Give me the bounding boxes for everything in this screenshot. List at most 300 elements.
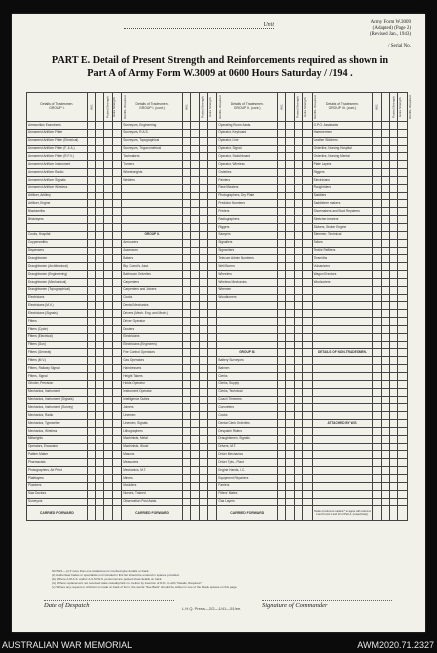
entry-cell[interactable] [381,490,389,498]
entry-cell[interactable] [191,247,199,255]
entry-cell[interactable] [199,247,207,255]
entry-cell[interactable] [398,278,408,286]
entry-cell[interactable] [96,184,104,192]
entry-cell[interactable] [112,388,121,396]
entry-cell[interactable] [278,373,286,381]
entry-cell[interactable] [207,435,216,443]
carried-forward-entry[interactable] [104,506,112,521]
entry-cell[interactable] [294,435,302,443]
entry-cell[interactable] [199,192,207,200]
entry-cell[interactable] [104,318,112,326]
entry-cell[interactable] [286,467,294,475]
entry-cell[interactable] [112,467,121,475]
entry-cell[interactable] [389,153,397,161]
entry-cell[interactable] [182,302,190,310]
entry-cell[interactable] [398,145,408,153]
entry-cell[interactable] [199,208,207,216]
entry-cell[interactable] [294,255,302,263]
entry-cell[interactable] [199,271,207,279]
entry-cell[interactable] [87,349,95,357]
entry-cell[interactable] [104,192,112,200]
entry-cell[interactable] [191,427,199,435]
entry-cell[interactable] [373,443,381,451]
entry-cell[interactable] [207,294,216,302]
entry-cell[interactable] [286,223,294,231]
entry-cell[interactable] [286,451,294,459]
entry-cell[interactable] [294,318,302,326]
entry-cell[interactable] [373,278,381,286]
entry-cell[interactable] [96,451,104,459]
entry-cell[interactable] [87,271,95,279]
entry-cell[interactable] [112,263,121,271]
entry-cell[interactable] [398,310,408,318]
entry-cell[interactable] [96,247,104,255]
entry-cell[interactable] [112,239,121,247]
entry-cell[interactable] [207,318,216,326]
entry-cell[interactable] [286,286,294,294]
entry-cell[interactable] [112,474,121,482]
entry-cell[interactable] [398,482,408,490]
entry-cell[interactable] [104,427,112,435]
entry-cell[interactable] [398,396,408,404]
entry-cell[interactable] [199,388,207,396]
entry-cell[interactable] [207,192,216,200]
entry-cell[interactable] [398,200,408,208]
entry-cell[interactable] [104,200,112,208]
entry-cell[interactable] [112,318,121,326]
entry-cell[interactable] [87,208,95,216]
entry-cell[interactable] [303,318,312,326]
entry-cell[interactable] [294,443,302,451]
entry-cell[interactable] [112,412,121,420]
entry-cell[interactable] [199,184,207,192]
entry-cell[interactable] [303,365,312,373]
entry-cell[interactable] [278,153,286,161]
entry-cell[interactable] [286,208,294,216]
entry-cell[interactable] [199,137,207,145]
entry-cell[interactable] [87,216,95,224]
entry-cell[interactable] [286,271,294,279]
entry-cell[interactable] [96,490,104,498]
entry-cell[interactable] [398,223,408,231]
entry-cell[interactable] [278,294,286,302]
entry-cell[interactable] [373,412,381,420]
entry-cell[interactable] [87,153,95,161]
entry-cell[interactable] [112,208,121,216]
entry-cell[interactable] [87,200,95,208]
entry-cell[interactable] [182,271,190,279]
entry-cell[interactable] [182,482,190,490]
entry-cell[interactable] [191,137,199,145]
entry-cell[interactable] [112,145,121,153]
entry-cell[interactable] [112,192,121,200]
entry-cell[interactable] [104,498,112,506]
entry-cell[interactable] [303,286,312,294]
entry-cell[interactable] [389,365,397,373]
entry-cell[interactable] [87,286,95,294]
entry-cell[interactable] [112,271,121,279]
entry-cell[interactable] [104,239,112,247]
entry-cell[interactable] [278,247,286,255]
entry-cell[interactable] [303,200,312,208]
entry-cell[interactable] [191,325,199,333]
entry-cell[interactable] [294,357,302,365]
entry-cell[interactable] [381,129,389,137]
entry-cell[interactable] [207,153,216,161]
entry-cell[interactable] [278,200,286,208]
entry-cell[interactable] [104,302,112,310]
entry-cell[interactable] [278,482,286,490]
entry-cell[interactable] [104,333,112,341]
entry-cell[interactable] [286,435,294,443]
entry-cell[interactable] [207,459,216,467]
entry-cell[interactable] [112,396,121,404]
entry-cell[interactable] [182,365,190,373]
entry-cell[interactable] [381,247,389,255]
entry-cell[interactable] [112,129,121,137]
entry-cell[interactable] [398,129,408,137]
entry-cell[interactable] [96,498,104,506]
entry-cell[interactable] [303,373,312,381]
entry-cell[interactable] [294,333,302,341]
entry-cell[interactable] [398,443,408,451]
entry-cell[interactable] [398,286,408,294]
entry-cell[interactable] [303,192,312,200]
entry-cell[interactable] [389,349,397,357]
entry-cell[interactable] [286,357,294,365]
entry-cell[interactable] [373,357,381,365]
entry-cell[interactable] [381,208,389,216]
entry-cell[interactable] [294,161,302,169]
entry-cell[interactable] [112,137,121,145]
entry-cell[interactable] [373,396,381,404]
entry-cell[interactable] [389,310,397,318]
entry-cell[interactable] [87,451,95,459]
entry-cell[interactable] [389,255,397,263]
entry-cell[interactable] [381,474,389,482]
entry-cell[interactable] [286,263,294,271]
entry-cell[interactable] [286,231,294,239]
entry-cell[interactable] [199,161,207,169]
entry-cell[interactable] [182,435,190,443]
entry-cell[interactable] [191,208,199,216]
entry-cell[interactable] [381,349,389,357]
carried-forward-entry[interactable] [381,506,389,521]
entry-cell[interactable] [182,490,190,498]
entry-cell[interactable] [87,278,95,286]
entry-cell[interactable] [112,255,121,263]
entry-cell[interactable] [373,310,381,318]
entry-cell[interactable] [278,420,286,428]
entry-cell[interactable] [389,294,397,302]
entry-cell[interactable] [96,349,104,357]
entry-cell[interactable] [373,325,381,333]
entry-cell[interactable] [96,286,104,294]
entry-cell[interactable] [389,380,397,388]
entry-cell[interactable] [303,435,312,443]
entry-cell[interactable] [104,286,112,294]
entry-cell[interactable] [96,145,104,153]
entry-cell[interactable] [398,122,408,130]
entry-cell[interactable] [294,498,302,506]
entry-cell[interactable] [294,474,302,482]
entry-cell[interactable] [191,255,199,263]
entry-cell[interactable] [278,216,286,224]
entry-cell[interactable] [207,467,216,475]
entry-cell[interactable] [381,184,389,192]
entry-cell[interactable] [373,286,381,294]
entry-cell[interactable] [381,451,389,459]
entry-cell[interactable] [381,443,389,451]
entry-cell[interactable] [286,490,294,498]
entry-cell[interactable] [294,200,302,208]
entry-cell[interactable] [294,396,302,404]
entry-cell[interactable] [104,420,112,428]
entry-cell[interactable] [207,341,216,349]
entry-cell[interactable] [199,490,207,498]
entry-cell[interactable] [207,357,216,365]
entry-cell[interactable] [207,208,216,216]
entry-cell[interactable] [182,474,190,482]
entry-cell[interactable] [278,278,286,286]
entry-cell[interactable] [182,255,190,263]
entry-cell[interactable] [381,404,389,412]
entry-cell[interactable] [112,365,121,373]
entry-cell[interactable] [278,490,286,498]
entry-cell[interactable] [112,184,121,192]
entry-cell[interactable] [278,176,286,184]
entry-cell[interactable] [87,294,95,302]
entry-cell[interactable] [381,145,389,153]
entry-cell[interactable] [104,247,112,255]
entry-cell[interactable] [199,239,207,247]
entry-cell[interactable] [389,482,397,490]
entry-cell[interactable] [373,161,381,169]
entry-cell[interactable] [373,404,381,412]
entry-cell[interactable] [182,263,190,271]
entry-cell[interactable] [398,161,408,169]
entry-cell[interactable] [294,129,302,137]
entry-cell[interactable] [207,482,216,490]
entry-cell[interactable] [182,443,190,451]
entry-cell[interactable] [381,231,389,239]
entry-cell[interactable] [303,341,312,349]
entry-cell[interactable] [303,169,312,177]
entry-cell[interactable] [389,231,397,239]
entry-cell[interactable] [199,427,207,435]
entry-cell[interactable] [182,310,190,318]
entry-cell[interactable] [398,365,408,373]
entry-cell[interactable] [112,380,121,388]
entry-cell[interactable] [207,278,216,286]
entry-cell[interactable] [294,412,302,420]
entry-cell[interactable] [199,294,207,302]
entry-cell[interactable] [112,286,121,294]
entry-cell[interactable] [87,357,95,365]
entry-cell[interactable] [112,341,121,349]
entry-cell[interactable] [398,153,408,161]
entry-cell[interactable] [112,404,121,412]
entry-cell[interactable] [373,271,381,279]
entry-cell[interactable] [294,404,302,412]
entry-cell[interactable] [182,239,190,247]
entry-cell[interactable] [207,161,216,169]
entry-cell[interactable] [373,467,381,475]
entry-cell[interactable] [96,129,104,137]
entry-cell[interactable] [373,341,381,349]
entry-cell[interactable] [373,169,381,177]
entry-cell[interactable] [191,404,199,412]
entry-cell[interactable] [286,373,294,381]
entry-cell[interactable] [286,380,294,388]
entry-cell[interactable] [303,255,312,263]
entry-cell[interactable] [207,223,216,231]
entry-cell[interactable] [207,231,216,239]
entry-cell[interactable] [398,474,408,482]
entry-cell[interactable] [87,310,95,318]
entry-cell[interactable] [398,184,408,192]
entry-cell[interactable] [182,467,190,475]
entry-cell[interactable] [373,208,381,216]
entry-cell[interactable] [278,349,286,357]
entry-cell[interactable] [112,482,121,490]
entry-cell[interactable] [373,255,381,263]
entry-cell[interactable] [381,255,389,263]
entry-cell[interactable] [199,223,207,231]
entry-cell[interactable] [96,216,104,224]
entry-cell[interactable] [381,122,389,130]
entry-cell[interactable] [104,255,112,263]
entry-cell[interactable] [104,349,112,357]
entry-cell[interactable] [191,302,199,310]
entry-cell[interactable] [96,474,104,482]
entry-cell[interactable] [389,161,397,169]
entry-cell[interactable] [286,341,294,349]
entry-cell[interactable] [381,278,389,286]
entry-cell[interactable] [286,278,294,286]
entry-cell[interactable] [398,239,408,247]
entry-cell[interactable] [373,373,381,381]
entry-cell[interactable] [278,333,286,341]
entry-cell[interactable] [207,216,216,224]
entry-cell[interactable] [87,380,95,388]
entry-cell[interactable] [199,467,207,475]
entry-cell[interactable] [294,286,302,294]
entry-cell[interactable] [278,498,286,506]
entry-cell[interactable] [398,490,408,498]
entry-cell[interactable] [96,153,104,161]
entry-cell[interactable] [303,404,312,412]
entry-cell[interactable] [303,443,312,451]
entry-cell[interactable] [87,396,95,404]
entry-cell[interactable] [104,325,112,333]
entry-cell[interactable] [303,216,312,224]
entry-cell[interactable] [278,286,286,294]
entry-cell[interactable] [96,388,104,396]
entry-cell[interactable] [381,176,389,184]
entry-cell[interactable] [389,169,397,177]
entry-cell[interactable] [191,223,199,231]
entry-cell[interactable] [199,325,207,333]
entry-cell[interactable] [182,357,190,365]
entry-cell[interactable] [389,420,397,428]
entry-cell[interactable] [87,122,95,130]
entry-cell[interactable] [294,388,302,396]
entry-cell[interactable] [191,365,199,373]
entry-cell[interactable] [373,239,381,247]
entry-cell[interactable] [182,451,190,459]
entry-cell[interactable] [278,380,286,388]
entry-cell[interactable] [112,459,121,467]
carried-forward-entry[interactable] [303,506,312,521]
entry-cell[interactable] [191,263,199,271]
entry-cell[interactable] [389,302,397,310]
entry-cell[interactable] [278,318,286,326]
entry-cell[interactable] [199,396,207,404]
entry-cell[interactable] [303,427,312,435]
entry-cell[interactable] [389,286,397,294]
entry-cell[interactable] [199,278,207,286]
entry-cell[interactable] [207,122,216,130]
entry-cell[interactable] [286,294,294,302]
entry-cell[interactable] [96,231,104,239]
entry-cell[interactable] [96,443,104,451]
entry-cell[interactable] [182,176,190,184]
carried-forward-entry[interactable] [286,506,294,521]
entry-cell[interactable] [199,286,207,294]
carried-forward-entry[interactable] [182,506,190,521]
entry-cell[interactable] [286,161,294,169]
entry-cell[interactable] [112,247,121,255]
entry-cell[interactable] [398,263,408,271]
entry-cell[interactable] [182,122,190,130]
entry-cell[interactable] [294,239,302,247]
entry-cell[interactable] [191,482,199,490]
entry-cell[interactable] [286,247,294,255]
entry-cell[interactable] [199,404,207,412]
entry-cell[interactable] [87,302,95,310]
entry-cell[interactable] [207,325,216,333]
entry-cell[interactable] [278,341,286,349]
entry-cell[interactable] [303,325,312,333]
entry-cell[interactable] [398,208,408,216]
entry-cell[interactable] [87,318,95,326]
entry-cell[interactable] [294,451,302,459]
entry-cell[interactable] [303,302,312,310]
entry-cell[interactable] [381,380,389,388]
entry-cell[interactable] [303,310,312,318]
entry-cell[interactable] [381,396,389,404]
entry-cell[interactable] [303,482,312,490]
entry-cell[interactable] [286,137,294,145]
entry-cell[interactable] [389,404,397,412]
entry-cell[interactable] [199,145,207,153]
entry-cell[interactable] [389,271,397,279]
entry-cell[interactable] [112,122,121,130]
entry-cell[interactable] [104,161,112,169]
carried-forward-entry[interactable] [373,506,381,521]
entry-cell[interactable] [303,176,312,184]
entry-cell[interactable] [104,404,112,412]
entry-cell[interactable] [191,443,199,451]
entry-cell[interactable] [182,396,190,404]
entry-cell[interactable] [191,388,199,396]
entry-cell[interactable] [191,498,199,506]
entry-cell[interactable] [373,318,381,326]
entry-cell[interactable] [381,286,389,294]
entry-cell[interactable] [381,341,389,349]
entry-cell[interactable] [303,129,312,137]
